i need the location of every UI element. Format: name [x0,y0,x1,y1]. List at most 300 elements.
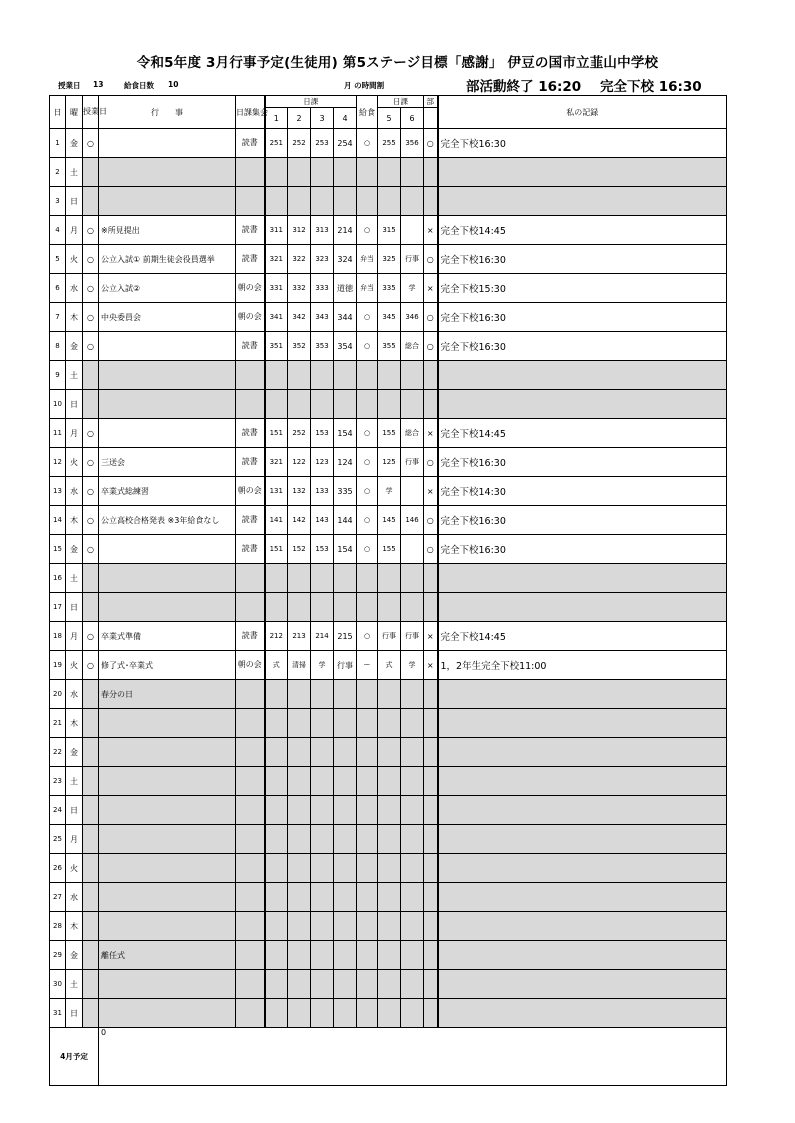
lunch-cell [357,593,378,622]
nikka-cell: 読書 [236,419,265,448]
period-1-cell [265,941,288,970]
table-row [50,564,727,593]
record-cell [438,709,727,738]
period-1-cell: 321 [265,245,288,274]
nikka-cell [236,361,265,390]
period-4-cell [334,564,357,593]
period-2-cell [288,390,311,419]
period-2-cell: 152 [288,535,311,564]
weekday-cell: 火 [66,651,83,680]
event-cell [99,709,236,738]
nikka-cell [236,883,265,912]
event-cell: 卒業式準備 [99,622,236,651]
lunch-cell [357,680,378,709]
period-2-cell [288,187,311,216]
lunch-cell: ○ [357,477,378,506]
weekday-cell: 土 [66,970,83,999]
jugyo-count: 13 [93,80,104,89]
record-cell [438,999,727,1028]
period-6-cell [401,361,424,390]
lunch-cell [357,767,378,796]
bukatsu-end: 部活動終了 16:20 [466,79,582,95]
event-cell [99,332,236,361]
event-cell [99,999,236,1028]
period-6-cell [401,854,424,883]
period-5-cell [378,738,401,767]
record-cell [438,883,727,912]
day-cell: 21 [50,709,66,738]
period-6-cell: 学 [401,274,424,303]
period-6-cell: 行事 [401,622,424,651]
col-nikka-group: 日課 [265,96,357,108]
period-2-cell [288,709,311,738]
record-cell: 完全下校16:30 [438,332,727,361]
period-1-cell [265,738,288,767]
record-cell: 完全下校16:30 [438,129,727,158]
period-5-cell: 335 [378,274,401,303]
event-cell [99,912,236,941]
nikka-cell: 朝の会 [236,274,265,303]
weekday-cell: 土 [66,767,83,796]
nikka-cell: 読書 [236,622,265,651]
club-cell [424,941,438,970]
weekday-cell: 日 [66,187,83,216]
record-cell [438,912,727,941]
jugyo-cell [83,564,99,593]
club-cell: ○ [424,245,438,274]
lunch-cell [357,738,378,767]
event-cell [99,593,236,622]
period-6-cell [401,999,424,1028]
nikka-cell [236,564,265,593]
period-2-cell [288,796,311,825]
table-row [50,158,727,187]
day-cell: 13 [50,477,66,506]
period-3-cell [311,738,334,767]
record-cell [438,158,727,187]
record-cell [438,593,727,622]
period-5-cell [378,912,401,941]
event-cell [99,825,236,854]
weekday-cell: 月 [66,216,83,245]
lunch-cell [357,361,378,390]
day-cell: 23 [50,767,66,796]
table-row [50,361,727,390]
jugyo-cell: ○ [83,303,99,332]
period-3-cell [311,854,334,883]
table-row [50,680,727,709]
day-cell: 11 [50,419,66,448]
table-row [50,390,727,419]
day-cell: 27 [50,883,66,912]
period-3-cell [311,361,334,390]
period-1-cell [265,564,288,593]
period-5-cell [378,593,401,622]
period-3-cell [311,970,334,999]
period-6-cell: 356 [401,129,424,158]
lunch-cell [357,883,378,912]
event-cell [99,738,236,767]
weekday-cell: 火 [66,448,83,477]
period-4-cell [334,912,357,941]
period-5-cell [378,883,401,912]
weekday-cell: 火 [66,854,83,883]
period-1-cell [265,854,288,883]
footer-label: 4月予定 [50,1028,99,1086]
record-cell: 完全下校14:30 [438,477,727,506]
day-cell: 6 [50,274,66,303]
record-cell: 完全下校14:45 [438,622,727,651]
table-row [50,767,727,796]
col-p1: 1 [265,108,288,129]
period-2-cell: 清掃 [288,651,311,680]
weekday-cell: 水 [66,883,83,912]
day-cell: 8 [50,332,66,361]
period-1-cell [265,970,288,999]
event-cell [99,390,236,419]
nikka-cell: 朝の会 [236,651,265,680]
record-cell: 完全下校15:30 [438,274,727,303]
day-cell: 1 [50,129,66,158]
weekday-cell: 金 [66,332,83,361]
period-3-cell [311,912,334,941]
jikan-label: 月 の時間割 [344,81,385,90]
event-cell: 公立入試② [99,274,236,303]
record-cell [438,767,727,796]
event-cell [99,564,236,593]
col-club-sub [424,108,438,129]
jugyo-cell: ○ [83,419,99,448]
jugyo-cell [83,361,99,390]
club-cell [424,854,438,883]
event-cell [99,970,236,999]
period-3-cell [311,709,334,738]
event-cell [99,158,236,187]
col-jugyo: 授業日 [83,96,99,129]
period-6-cell [401,593,424,622]
period-1-cell: 321 [265,448,288,477]
event-cell [99,535,236,564]
table-row [50,941,727,970]
jugyo-label: 授業日 [58,81,81,90]
period-4-cell: 154 [334,419,357,448]
event-cell: 中央委員会 [99,303,236,332]
period-4-cell [334,187,357,216]
period-5-cell [378,709,401,738]
weekday-cell: 日 [66,593,83,622]
club-cell [424,767,438,796]
lunch-cell: ○ [357,332,378,361]
period-6-cell: 総合 [401,419,424,448]
col-club: 部 [424,96,438,108]
lunch-cell: ○ [357,535,378,564]
record-cell [438,390,727,419]
period-2-cell: 342 [288,303,311,332]
jugyo-cell: ○ [83,506,99,535]
period-2-cell [288,912,311,941]
lunch-cell: ○ [357,448,378,477]
period-4-cell: 215 [334,622,357,651]
lunch-cell [357,941,378,970]
period-6-cell [401,158,424,187]
lunch-cell: ○ [357,129,378,158]
period-5-cell [378,158,401,187]
club-cell: × [424,477,438,506]
jugyo-cell: ○ [83,535,99,564]
nikka-cell: 読書 [236,129,265,158]
lunch-cell: 弁当 [357,274,378,303]
club-cell: × [424,216,438,245]
period-1-cell: 311 [265,216,288,245]
period-6-cell: 146 [401,506,424,535]
event-cell: ※所見提出 [99,216,236,245]
period-4-cell: 道徳 [334,274,357,303]
weekday-cell: 月 [66,622,83,651]
period-3-cell [311,390,334,419]
col-day: 日 [50,96,66,129]
club-cell [424,158,438,187]
period-4-cell [334,390,357,419]
col-nikka: 日課集会 [236,96,265,129]
jugyo-cell: ○ [83,477,99,506]
period-5-cell [378,796,401,825]
record-cell [438,796,727,825]
period-3-cell: 343 [311,303,334,332]
weekday-cell: 土 [66,564,83,593]
event-cell [99,361,236,390]
period-2-cell [288,738,311,767]
weekday-cell: 土 [66,158,83,187]
period-4-cell: 354 [334,332,357,361]
period-5-cell: 式 [378,651,401,680]
period-4-cell [334,680,357,709]
period-4-cell [334,854,357,883]
lunch-cell: ○ [357,622,378,651]
nikka-cell: 朝の会 [236,477,265,506]
period-5-cell [378,187,401,216]
col-record: 私の記録 [438,96,727,129]
period-6-cell [401,535,424,564]
period-1-cell: 341 [265,303,288,332]
lunch-cell [357,187,378,216]
period-5-cell [378,767,401,796]
period-3-cell: 323 [311,245,334,274]
club-cell [424,187,438,216]
event-cell [99,854,236,883]
period-6-cell [401,709,424,738]
nikka-cell [236,593,265,622]
period-4-cell: 154 [334,535,357,564]
club-cell: × [424,419,438,448]
period-4-cell: 324 [334,245,357,274]
lunch-cell [357,564,378,593]
day-cell: 24 [50,796,66,825]
period-1-cell [265,767,288,796]
period-6-cell [401,187,424,216]
event-cell: 三送会 [99,448,236,477]
jugyo-cell [83,854,99,883]
record-cell: 1，2年生完全下校11:00 [438,651,727,680]
period-5-cell: 125 [378,448,401,477]
period-1-cell [265,158,288,187]
club-cell: × [424,651,438,680]
day-cell: 28 [50,912,66,941]
nikka-cell [236,825,265,854]
jugyo-cell: ○ [83,622,99,651]
event-cell [99,187,236,216]
period-3-cell [311,941,334,970]
nikka-cell [236,187,265,216]
club-cell [424,999,438,1028]
lunch-cell: ○ [357,419,378,448]
period-5-cell [378,564,401,593]
nikka-cell: 読書 [236,506,265,535]
record-cell [438,854,727,883]
period-2-cell [288,767,311,796]
club-cell: ○ [424,506,438,535]
period-5-cell: 155 [378,535,401,564]
table-row [50,912,727,941]
club-cell: × [424,274,438,303]
lunch-cell [357,825,378,854]
period-3-cell [311,999,334,1028]
period-4-cell: 214 [334,216,357,245]
period-3-cell [311,593,334,622]
col-weekday: 曜 [66,96,83,129]
period-4-cell [334,796,357,825]
period-3-cell [311,680,334,709]
record-cell [438,970,727,999]
period-6-cell: 総合 [401,332,424,361]
period-3-cell [311,187,334,216]
table-row [50,651,727,680]
period-1-cell: 351 [265,332,288,361]
period-3-cell: 253 [311,129,334,158]
weekday-cell: 金 [66,129,83,158]
period-4-cell [334,999,357,1028]
table-row [50,535,727,564]
period-5-cell [378,361,401,390]
nikka-cell [236,796,265,825]
period-4-cell [334,767,357,796]
col-event: 行 事 [99,96,236,129]
period-5-cell [378,854,401,883]
period-3-cell: 143 [311,506,334,535]
club-cell [424,361,438,390]
period-1-cell [265,912,288,941]
record-cell [438,738,727,767]
record-cell: 完全下校16:30 [438,535,727,564]
nikka-cell [236,912,265,941]
record-cell: 完全下校16:30 [438,245,727,274]
jugyo-cell [83,883,99,912]
period-1-cell: 131 [265,477,288,506]
period-6-cell [401,825,424,854]
nikka-cell [236,390,265,419]
club-cell [424,390,438,419]
period-5-cell: 345 [378,303,401,332]
nikka-cell: 読書 [236,332,265,361]
event-cell: 春分の日 [99,680,236,709]
day-cell: 10 [50,390,66,419]
period-3-cell: 123 [311,448,334,477]
record-cell: 完全下校14:45 [438,216,727,245]
club-cell [424,912,438,941]
period-1-cell: 251 [265,129,288,158]
period-1-cell [265,709,288,738]
period-3-cell [311,796,334,825]
period-6-cell: 行事 [401,245,424,274]
table-row [50,854,727,883]
table-row [50,709,727,738]
record-cell [438,680,727,709]
table-row [50,883,727,912]
period-4-cell: 124 [334,448,357,477]
period-2-cell: 252 [288,129,311,158]
table-row [50,245,727,274]
period-4-cell [334,883,357,912]
event-cell [99,767,236,796]
period-2-cell: 332 [288,274,311,303]
lunch-cell: ー [357,651,378,680]
period-1-cell [265,883,288,912]
club-cell [424,680,438,709]
period-6-cell [401,970,424,999]
jugyo-cell [83,999,99,1028]
jugyo-cell [83,941,99,970]
nikka-cell: 読書 [236,216,265,245]
period-5-cell: 学 [378,477,401,506]
weekday-cell: 木 [66,303,83,332]
period-4-cell [334,825,357,854]
day-cell: 4 [50,216,66,245]
nikka-cell [236,999,265,1028]
day-cell: 17 [50,593,66,622]
footer-note: 0 [99,1028,727,1086]
period-3-cell: 353 [311,332,334,361]
jugyo-cell: ○ [83,245,99,274]
jugyo-cell: ○ [83,332,99,361]
event-cell: 卒業式総練習 [99,477,236,506]
weekday-cell: 土 [66,361,83,390]
jugyo-cell [83,593,99,622]
period-2-cell [288,883,311,912]
event-cell [99,419,236,448]
period-2-cell [288,361,311,390]
period-6-cell [401,216,424,245]
nikka-cell [236,680,265,709]
period-2-cell [288,593,311,622]
day-cell: 2 [50,158,66,187]
weekday-cell: 金 [66,738,83,767]
kyushoku-count: 10 [168,80,179,89]
nikka-cell [236,970,265,999]
table-row [50,506,727,535]
club-cell: × [424,622,438,651]
club-cell [424,970,438,999]
jugyo-cell: ○ [83,274,99,303]
period-4-cell: 144 [334,506,357,535]
day-cell: 19 [50,651,66,680]
lunch-cell [357,854,378,883]
table-row [50,593,727,622]
period-2-cell: 312 [288,216,311,245]
period-3-cell [311,883,334,912]
lunch-cell: 弁当 [357,245,378,274]
jugyo-cell: ○ [83,129,99,158]
lunch-cell [357,912,378,941]
period-4-cell [334,709,357,738]
